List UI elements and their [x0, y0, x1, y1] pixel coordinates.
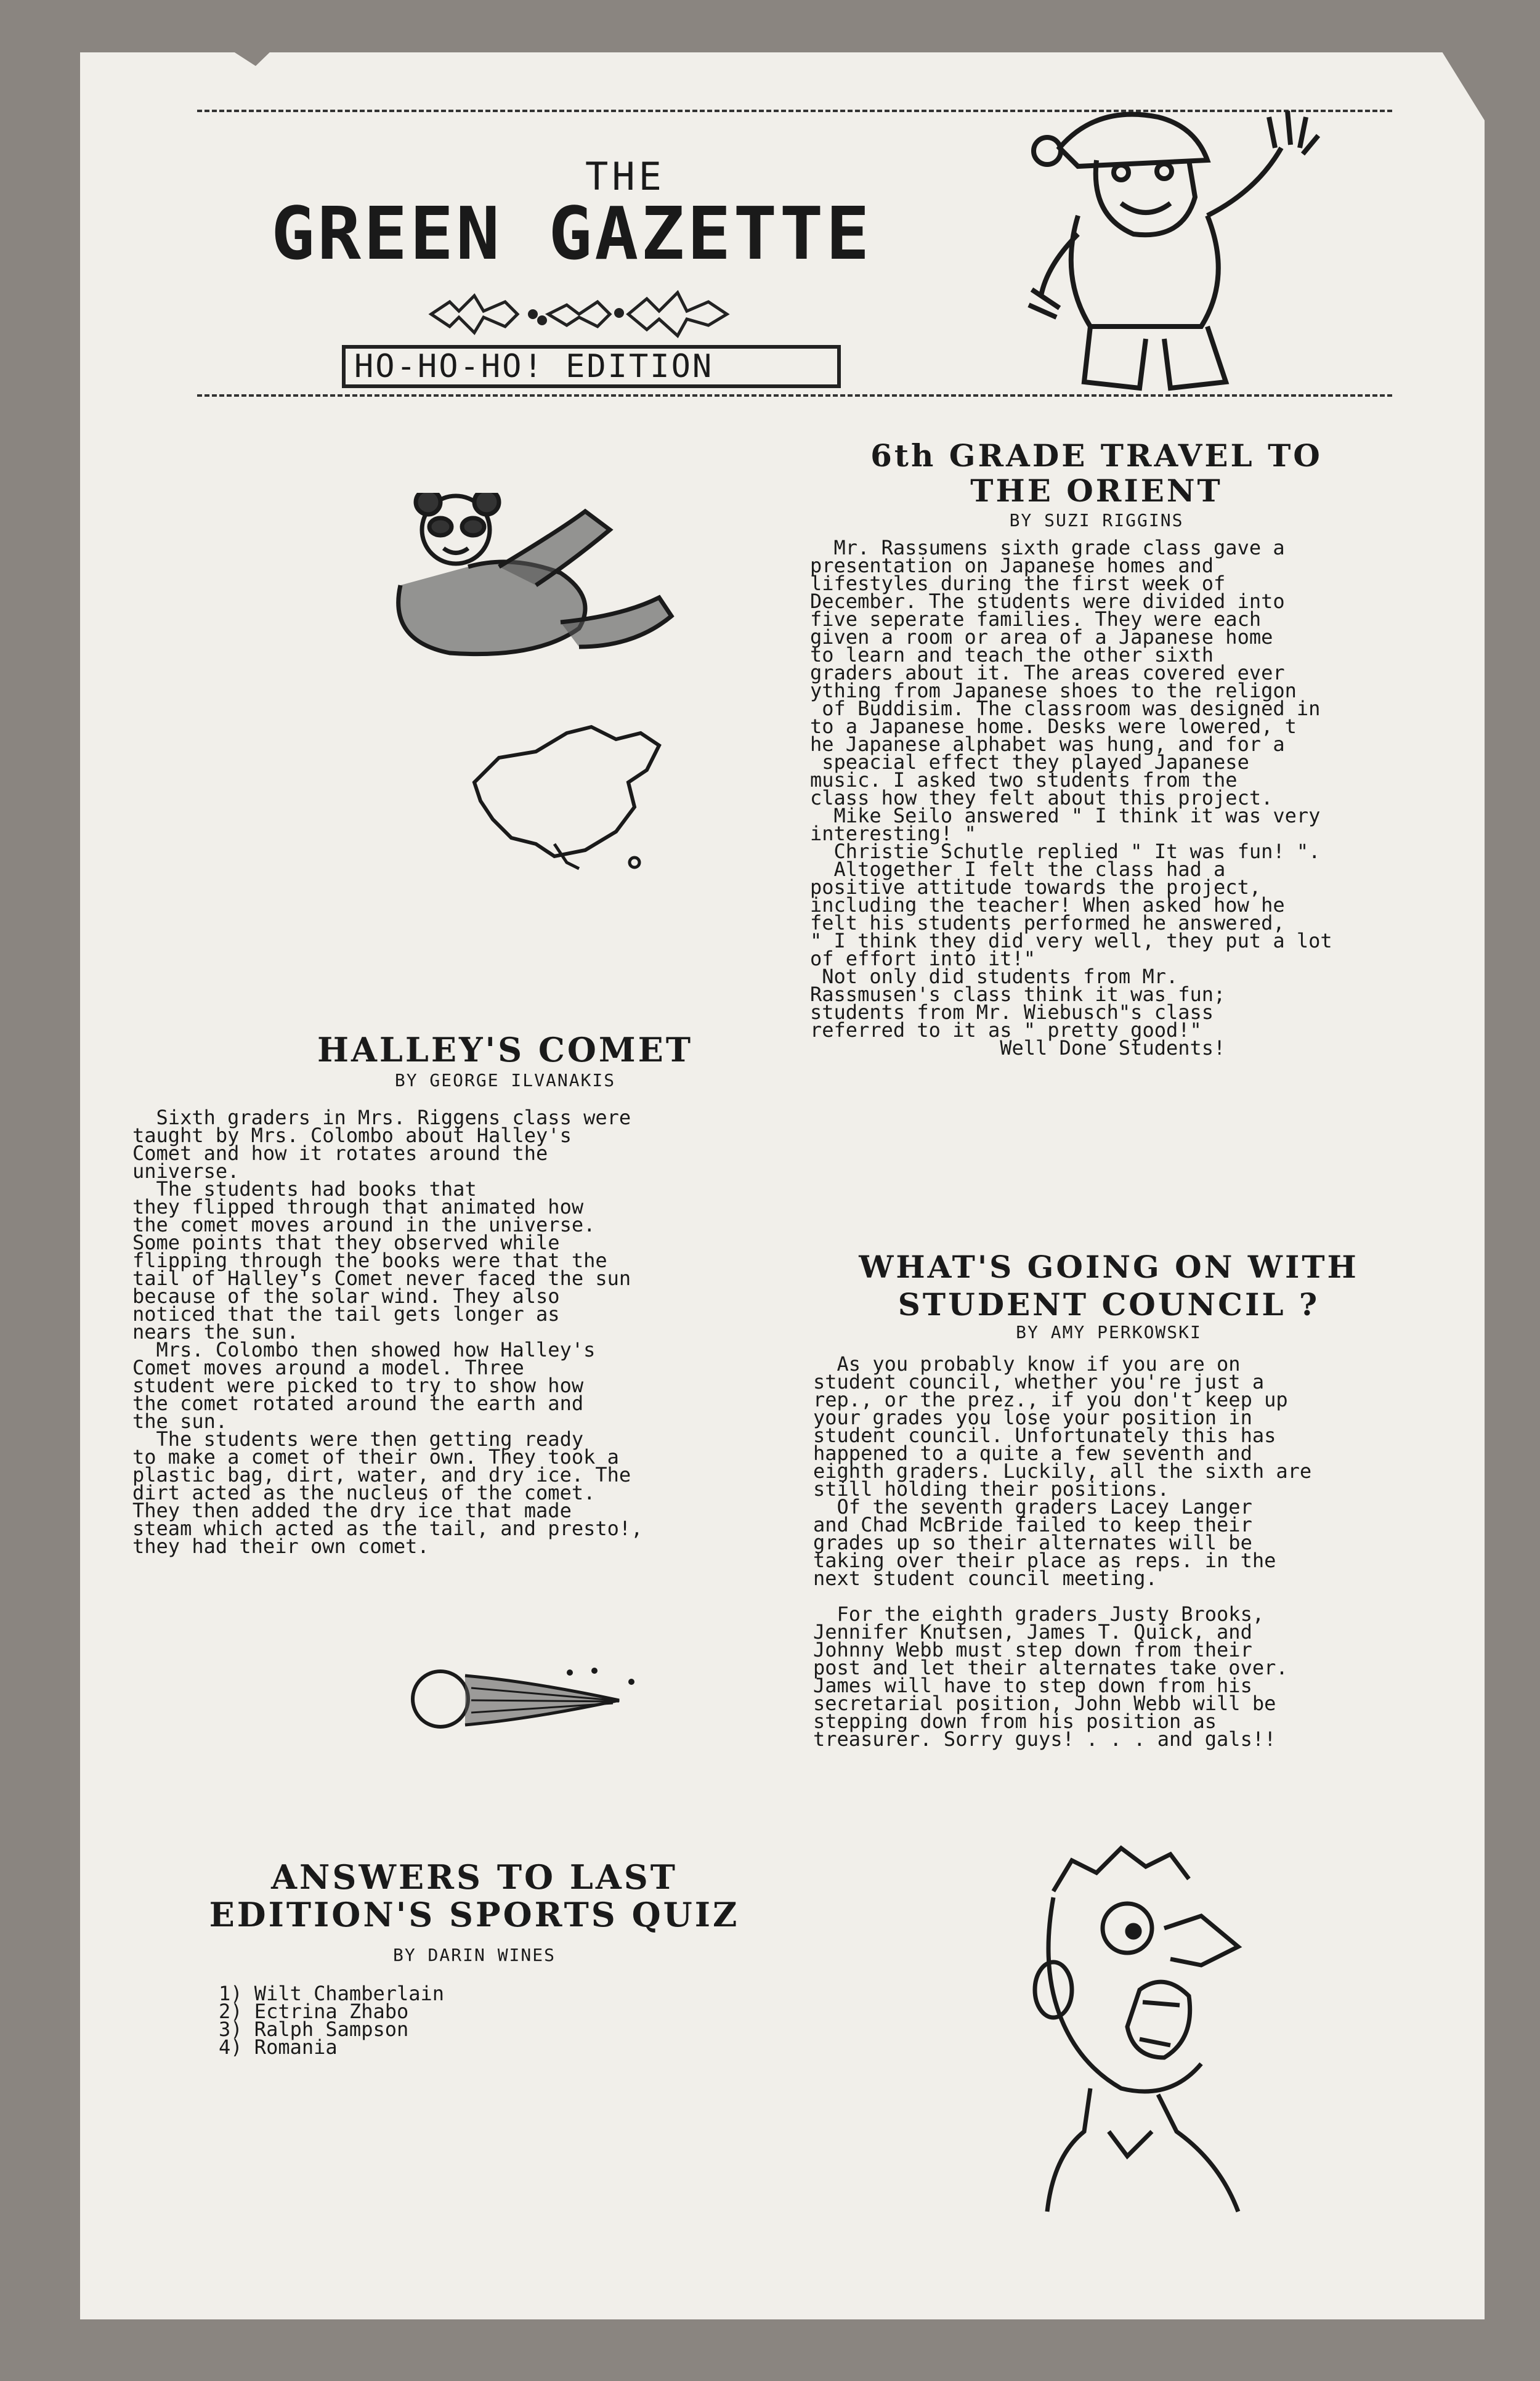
council-body: As you probably know if you are on student council, whether you're just a rep., or the prez., if you don't keep up your grades you lose your position in student council. Unfortunately this has happened to a quite a few seventh and eighth graders. Luckily, all the sixth are still holding their positions. Of the seventh graders Lacey Langer and Chad McBride failed to keep their grades up so their alternates will be taking over their place as reps. in the next student council meeting. For the eighth graders Justy Brooks, Jennifer Knutsen, James T. Quick, and Johnny Webb must step down from their post and let their alternates take over. James will have to step down from his secretarial position, John Webb will be stepping down from his position as treasurer. Sorry guys! . . . and gals!! [813, 1352, 1312, 1751]
council-title-line2: STUDENT COUNCIL ? [898, 1286, 1320, 1323]
panda-illustration-icon [376, 493, 696, 665]
quiz-byline: BY DARIN WINES [392, 1945, 556, 1965]
council-title-line1: WHAT'S GOING ON WITH [859, 1249, 1359, 1285]
halley-body: Sixth graders in Mrs. Riggens class were taught by Mrs. Colombo about Halley's Comet and how it rotates around the universe. The students had books that they flipped through that animated how the comet moves around in the universe. Some points that they observed while flipping through the books were that the tail of Halley's Comet never faced the sun because of the solar wind. They also noticed that the tail gets longer as nears the sun. Mrs. Colombo then showed how Halley's Comet moves around a model. Three student were picked to try to show how the comet rotated around the earth and the sun. The students were then getting ready to make a comet of their own. They took a plastic bag, dirt, water, and dry ice. The dirt acted as the nucleus of the comet. They then added the dry ice that made steam which acted as the tail, and presto!, they had their own comet. [132, 1106, 643, 1558]
quiz-title-line1: ANSWERS TO LAST [271, 1857, 678, 1897]
quiz-answer: 2) Ectrina Zhabo [219, 2000, 409, 2023]
orient-title-line2: THE ORIENT [970, 473, 1223, 509]
edition-label: HO-HO-HO! EDITION [354, 348, 714, 385]
quiz-answer: 1) Wilt Chamberlain [219, 1982, 445, 2005]
orient-title-line1: 6th GRADE TRAVEL TO [870, 437, 1323, 474]
surprised-man-illustration-icon [1016, 1842, 1324, 2242]
halley-title: HALLEY'S COMET [317, 1030, 694, 1069]
santa-illustration-icon [1023, 92, 1355, 400]
orient-body: Mr. Rassumens sixth grade class gave a presentation on Japanese homes and lifestyles during the first week of December. The students were divided into five seperate families. They were each given a room or area of a Japanese home to learn and teach the other sixth graders about it. The areas covered ever ything from Japanese shoes to the religon of Buddisim. The classroom was designed in to a Japanese home. Desks were lowered, t he Japanese alphabet was hung, and for a speacial effect they played Japanese music. I asked two students from the class how they felt about this project. Mike Seilo answered " I think it was very interesting! " Christie Schutle replied " It was fun! ". Altogether I felt the class had a positive attitude towards the project, including the teacher! When asked how he felt his students performed he answered, " I think they did very well, they put a lot of effort into it!" Not only did students from Mr. Rassmusen's class think it was fun; students from Mr. Wiebusch"s class referred to it as " pretty good!" Well Done Students! [810, 536, 1332, 1060]
quiz-title-line2: EDITION'S SPORTS QUIZ [209, 1895, 740, 1934]
quiz-answer-list [219, 1982, 650, 2059]
halley-byline: BY GEORGE ILVANAKIS [394, 1070, 616, 1090]
quiz-answer: 3) Ralph Sampson [219, 2018, 409, 2041]
comet-illustration-icon [410, 1657, 656, 1737]
holly-decoration-icon [425, 283, 733, 345]
council-byline: BY AMY PERKOWSKI [1016, 1322, 1202, 1342]
masthead-the: THE [585, 154, 665, 199]
quiz-answer: 4) Romania [219, 2035, 338, 2059]
orient-byline: BY SUZI RIGGINS [1009, 510, 1184, 530]
china-map-icon [462, 721, 671, 875]
masthead-title: GREEN GAZETTE [271, 191, 872, 276]
